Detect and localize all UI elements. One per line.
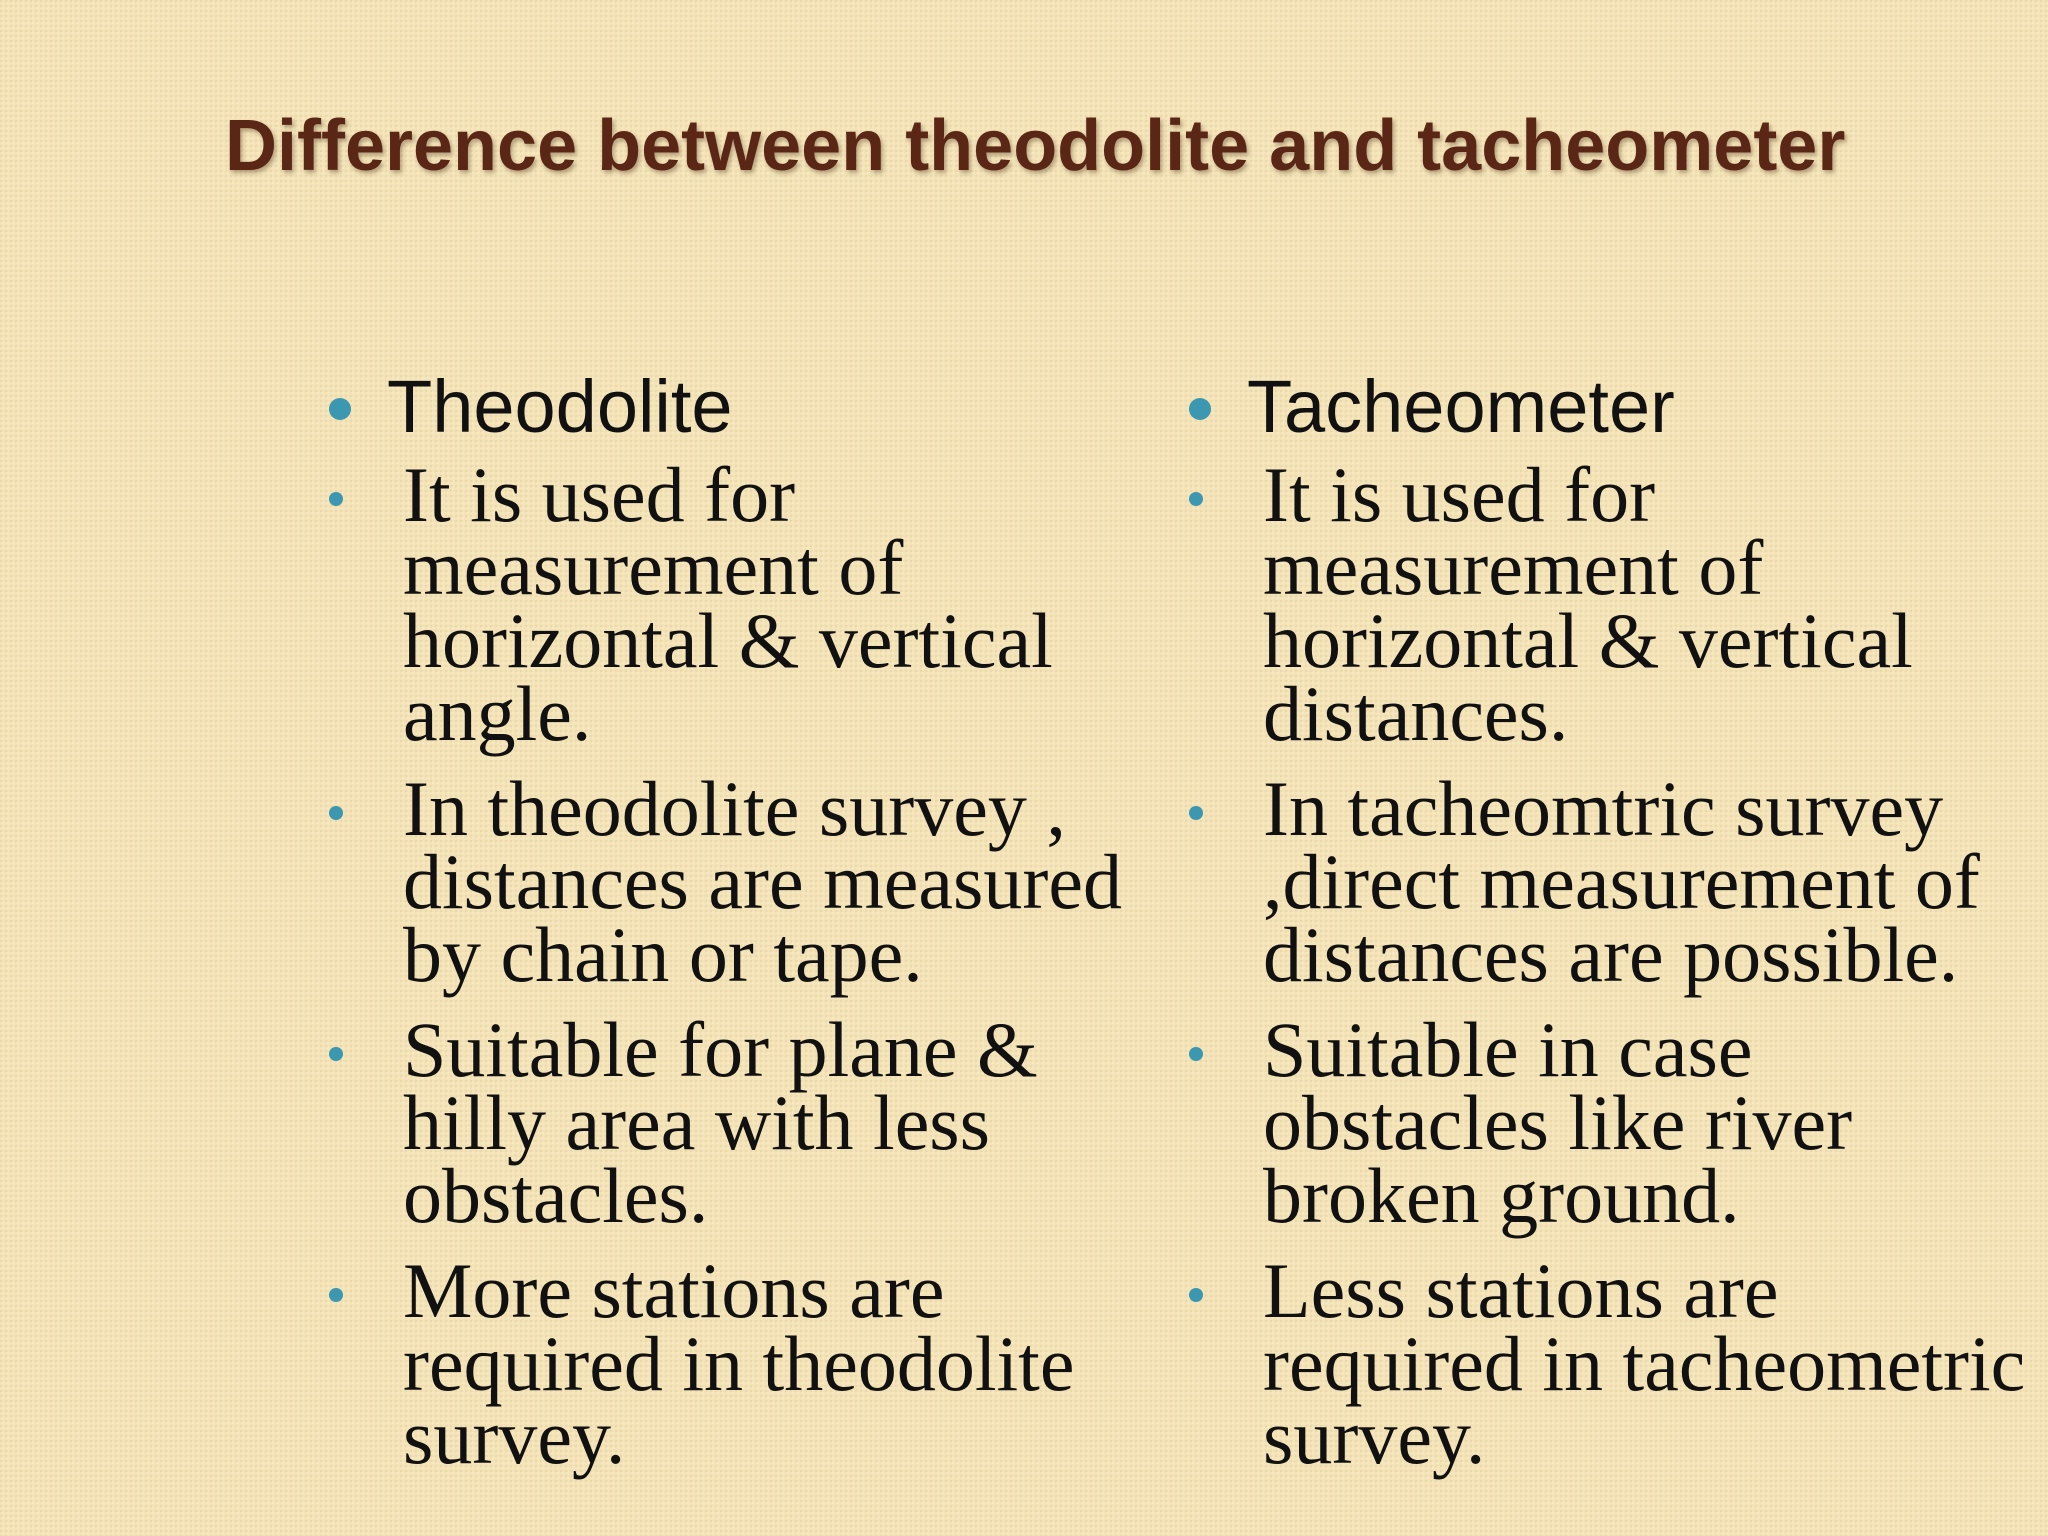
theodolite-point-usage bbox=[325, 451, 1155, 757]
theodolite-column bbox=[325, 362, 1155, 1495]
theodolite-heading bbox=[325, 362, 1155, 458]
slide-title: Difference between theodolite and tacheometer bbox=[225, 106, 1846, 186]
bullet-dot-icon bbox=[329, 398, 351, 420]
tacheometer-point-terrain bbox=[1185, 1006, 2035, 1239]
bullet-dot-icon bbox=[1189, 1047, 1203, 1061]
tacheometer-point-stations-text: Less stations are required in tacheometric survey. bbox=[1263, 1247, 2026, 1480]
theodolite-point-distance-text: In theodolite survey , distances are measured by chain or tape. bbox=[403, 765, 1122, 998]
bullet-dot-icon bbox=[329, 492, 343, 506]
tacheometer-point-distance-text: In tacheomtric survey ,direct measurement of distances are possible. bbox=[1263, 765, 1980, 998]
bullet-dot-icon bbox=[1189, 398, 1211, 420]
tacheometer-point-list bbox=[1185, 451, 2035, 1480]
theodolite-point-list bbox=[325, 451, 1155, 1480]
tacheometer-point-usage-text: It is used for measurement of horizontal & vertical distances. bbox=[1263, 451, 1913, 757]
theodolite-point-terrain-text: Suitable for plane & hilly area with less obstacles. bbox=[403, 1006, 1038, 1239]
bullet-dot-icon bbox=[329, 1288, 343, 1302]
theodolite-point-distance bbox=[325, 765, 1155, 998]
theodolite-heading-label: Theodolite bbox=[387, 365, 733, 448]
tacheometer-heading bbox=[1185, 362, 2035, 458]
theodolite-point-stations-text: More stations are required in theodolite survey. bbox=[403, 1247, 1075, 1480]
tacheometer-point-terrain-text: Suitable in case obstacles like river broken ground. bbox=[1263, 1006, 1853, 1239]
theodolite-point-stations bbox=[325, 1247, 1155, 1480]
bullet-dot-icon bbox=[329, 1047, 343, 1061]
tacheometer-heading-label: Tacheometer bbox=[1247, 365, 1675, 448]
tacheometer-point-usage bbox=[1185, 451, 2035, 757]
theodolite-point-usage-text: It is used for measurement of horizontal & vertical angle. bbox=[403, 451, 1053, 757]
tacheometer-column bbox=[1185, 362, 2035, 1495]
tacheometer-point-stations bbox=[1185, 1247, 2035, 1480]
tacheometer-point-distance bbox=[1185, 765, 2035, 998]
bullet-dot-icon bbox=[1189, 492, 1203, 506]
bullet-dot-icon bbox=[1189, 1288, 1203, 1302]
bullet-dot-icon bbox=[329, 806, 343, 820]
bullet-dot-icon bbox=[1189, 806, 1203, 820]
theodolite-point-terrain bbox=[325, 1006, 1155, 1239]
